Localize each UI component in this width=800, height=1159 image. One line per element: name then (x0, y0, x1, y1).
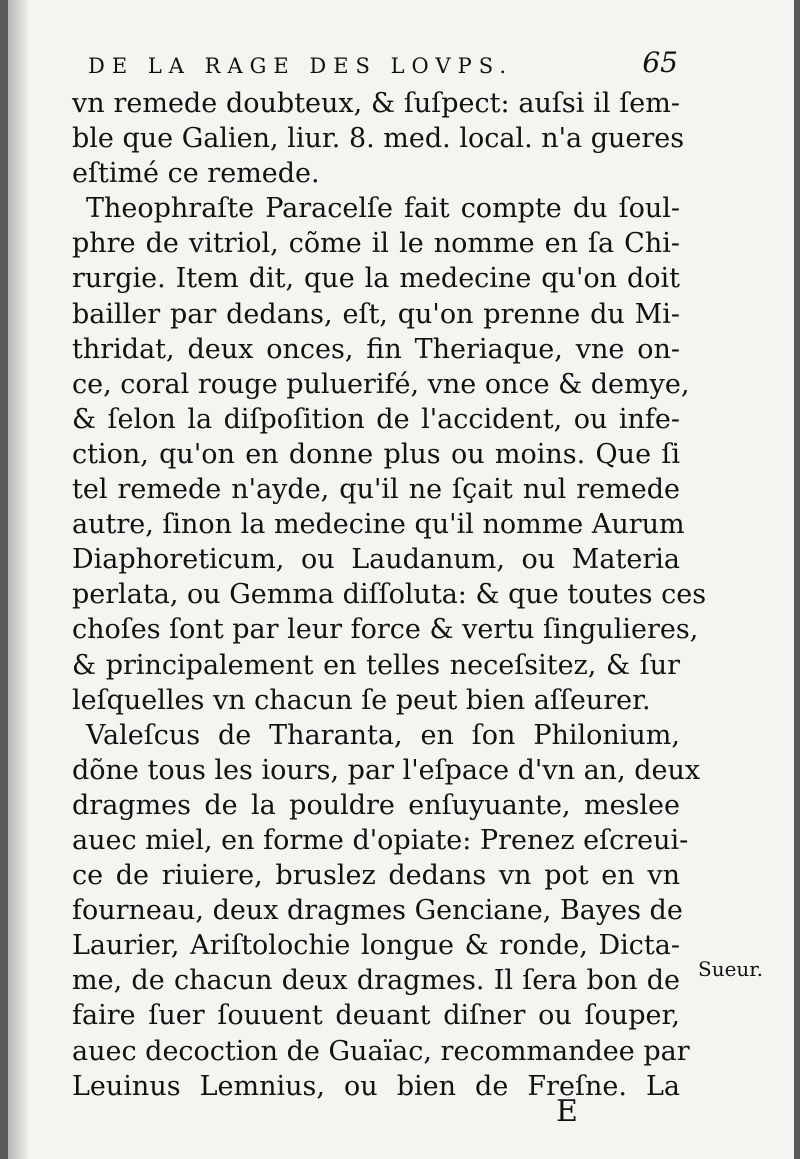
text-line: Laurier, Ariſtolochie longue & ronde, Dicta- (72, 930, 680, 962)
text-line: ce, coral rouge puluerifé, vne once & demye, (72, 368, 690, 400)
text-line: ble que Galien, liur. 8. med. local. n'a gueres (72, 123, 685, 155)
body-text (72, 86, 707, 1104)
text-line: auec miel, en forme d'opiate: Prenez eſcreui- (72, 824, 689, 856)
text-line: tel remede n'ayde, qu'il ne ſçait nul remede (72, 474, 680, 506)
text-line: bailler par dedans, eſt, qu'on prenne du Mi- (72, 298, 680, 330)
text-line: rurgie. Item dit, que la medecine qu'on doit (72, 263, 680, 295)
book-page (8, 0, 794, 1159)
text-line: me, de chacun deux dragmes. Il ſera bon de (72, 965, 680, 997)
gutter-shadow (8, 0, 30, 1159)
text-line: faire ſuer ſouuent deuant diſner ou ſouper, (72, 1000, 680, 1032)
margin-note: Sueur. (698, 957, 764, 981)
text-line: & ſelon la diſpoſition de l'accident, ou infe- (72, 403, 680, 435)
text-line: phre de vitriol, cõme il le nomme en ſa Chi- (72, 228, 680, 260)
text-line: dõne tous les iours, par l'eſpace d'vn an, deux (72, 754, 701, 786)
text-line: Theophraſte Paracelſe fait compte du ſoul- (86, 193, 680, 225)
text-line: vn remede doubteux, & ſuſpect: auſsi il ſem- (72, 88, 680, 119)
page-number: 65 (642, 46, 678, 79)
text-line: dragmes de la pouldre enſuyuante, meslee (72, 789, 680, 821)
text-line: perlata, ou Gemma diſſoluta: & que toutes ces (72, 579, 707, 611)
text-line: auec decoction de Guaïac, recommandee par (72, 1035, 690, 1067)
text-line: choſes ſont par leur force & vertu ſingulieres, (72, 614, 699, 646)
text-line: eſtimé ce remede. (72, 158, 320, 190)
text-line: fourneau, deux dragmes Genciane, Bayes de (72, 895, 683, 927)
page-header (88, 46, 678, 86)
text-line: Leuinus Lemnius, ou bien de Freſne. La (72, 1070, 680, 1102)
text-line: ce de riuiere, bruslez dedans vn pot en vn (72, 860, 680, 892)
text-line: Diaphoreticum, ou Laudanum, ou Materia (72, 544, 680, 576)
text-line: & principalement en telles neceſsitez, & ſur (72, 649, 680, 681)
text-line: Valeſcus de Tharanta, en ſon Philonium, (86, 719, 680, 751)
text-line: autre, ſinon la medecine qu'il nomme Aurum (72, 509, 685, 541)
signature-mark: E (556, 1094, 578, 1129)
running-title: DE LA RAGE DES LOVPS. (88, 54, 514, 78)
text-line: leſquelles vn chacun ſe peut bien aſſeurer. (72, 684, 651, 716)
text-line: thridat, deux onces, fin Theriaque, vne on- (72, 333, 680, 365)
text-line: ction, qu'on en donne plus ou moins. Que ſi (72, 438, 680, 470)
